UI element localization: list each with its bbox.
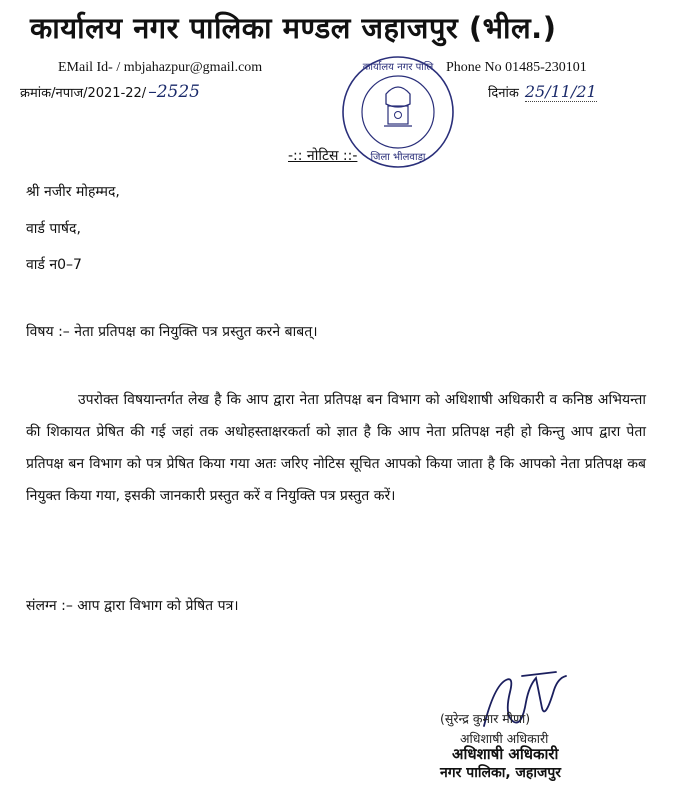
email-line: EMail Id- / mbjahazpur@gmail.com: [58, 60, 263, 75]
addressee-ward: वार्ड न0–7: [26, 257, 82, 273]
date-line: [488, 82, 597, 101]
notice-body: उपरोक्त विषयान्तर्गत लेख है कि आप द्वारा नेता प्रतिपक्ष बन विभाग को अधिशाषी अधिकारी व कनिष्ठ अभियन्ता की शिकायत प्रेषित की गई जहां तक अधोहस्ताक्षरकर्ता को ज्ञात है कि आप नेता प्रतिपक्ष नही हो किन्तु आप द्वारा पेता प्रतिपक्ष बन विभाग को पत्र प्रेषित किया गया अतः जरिए नोटिस सूचित आपको किया जाता है कि आपको नेता प्रतिपक्ष कब नियुक्त किया गया, इसकी जानकारी प्रस्तुत करें व नियुक्ति पत्र प्रस्तुत करें।: [26, 392, 646, 504]
svg-text:जिला भीलवाड़ा: जिला भीलवाड़ा: [370, 152, 426, 163]
date-handwritten: 25/11/21: [524, 82, 597, 101]
subject-line: विषय :– नेता प्रतिपक्ष का नियुक्ति पत्र प्रस्तुत करने बाबत्।: [26, 324, 318, 340]
signatory-role-stamp: अधिशाषी अधिकारी: [452, 745, 559, 763]
svg-text:कार्यालय नगर पालि: कार्यालय नगर पालि: [362, 62, 434, 73]
phone-line: Phone No 01485-230101: [446, 60, 587, 75]
reference-number: [20, 82, 200, 102]
date-label: दिनांक: [488, 86, 519, 101]
signatory-office-stamp: नगर पालिका, जहाजपुर: [440, 765, 562, 781]
reference-label: क्रमांक/नपाज/2021-22/: [20, 86, 147, 101]
signatory-name: (सुरेन्द्र कुमार मीणा): [440, 711, 531, 726]
letterhead-title: कार्यालय नगर पालिका मण्डल जहाजपुर (भील.): [30, 11, 557, 45]
enclosure-line: संलग्न :– आप द्वारा विभाग को प्रेषित पत्र।: [26, 598, 239, 614]
addressee-designation: वार्ड पार्षद,: [26, 221, 81, 237]
reference-handwritten: –2525: [148, 82, 200, 102]
signatory-role: अधिशाषी अधिकारी: [460, 731, 549, 746]
addressee-name: श्री नजीर मोहम्मद,: [26, 184, 120, 200]
notice-heading: -:: नोटिस ::-: [288, 148, 358, 164]
